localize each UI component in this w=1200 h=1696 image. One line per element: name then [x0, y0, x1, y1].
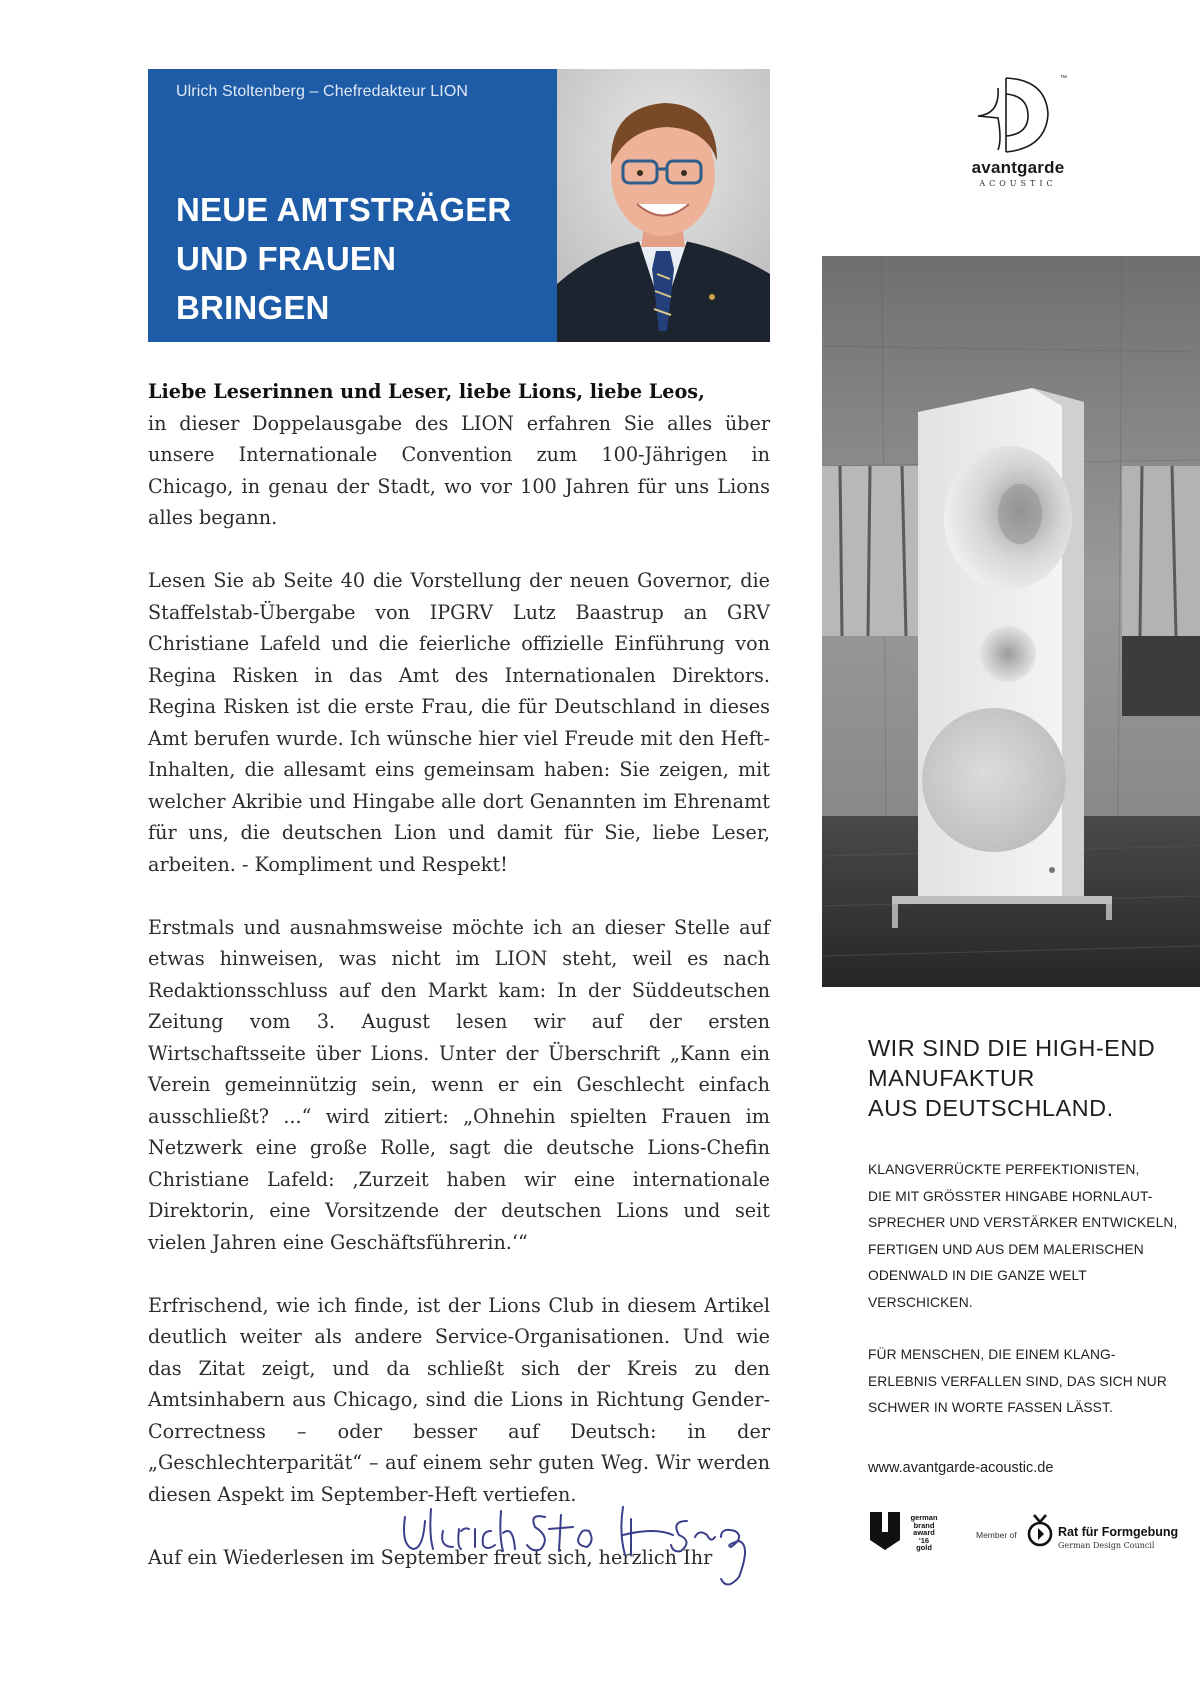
- advert-line: SPRECHER UND VERSTÄRKER ENTWICKELN,: [868, 1215, 1178, 1230]
- advert-line: FÜR MENSCHEN, DIE EINEM KLANG-: [868, 1347, 1116, 1362]
- speaker-product-photo: [822, 256, 1200, 987]
- advert-headline-line: MANUFAKTUR: [868, 1065, 1035, 1091]
- advert-line: SCHWER IN WORTE FASSEN LÄSST.: [868, 1400, 1113, 1415]
- council-name: Rat für Formgebung: [1058, 1525, 1179, 1539]
- advert-line: ODENWALD IN DIE GANZE WELT: [868, 1268, 1087, 1283]
- editorial-header: [148, 69, 770, 375]
- letter-paragraph-4: Erfrischend, wie ich finde, ist der Lions Club in diesem Artikel deutlich weiter als andere Service-Organisationen. Und wie das Zitat zeigt, und da schließt sich der Kreis zu den Amtsinhabern aus Chicago, sind die Lions in Richtung Gender-Correctness – oder besser auf Deutsch: in der „Geschlechterparität“ – auf einem sehr guten Weg. Wir werden diesen Aspekt im September-Heft vertiefen.: [148, 1293, 770, 1506]
- headline-line: LIONS IN SCHWUNG: [176, 338, 506, 375]
- award-line: award: [913, 1528, 935, 1537]
- avantgarde-logo: [948, 70, 1088, 192]
- advert-line: DIE MIT GRÖSSTER HINGABE HORNLAUT-: [868, 1188, 1153, 1204]
- award-line: '16: [918, 1535, 930, 1545]
- author-byline: Ulrich Stoltenberg – Chefredakteur LION: [176, 83, 469, 100]
- advert-headline: [868, 1033, 1188, 1123]
- editorial-letter: [148, 376, 770, 1573]
- header-banner: [148, 69, 557, 375]
- logo-brand-sub: ACOUSTIC: [979, 179, 1057, 188]
- award-line: german: [910, 1513, 938, 1522]
- award-line: gold: [916, 1543, 932, 1552]
- paragraph-text: in dieser Doppelausgabe des LION erfahren Sie alles über unsere Internationale Convention zum 100-Jährigen in Chicago, in genau der Stadt, wo vor 100 Jahren für uns Lions alles begann.: [148, 411, 770, 529]
- advert-line: FERTIGEN UND AUS DEM MALERISCHEN: [868, 1241, 1144, 1257]
- advert-website-link[interactable]: www.avantgarde-acoustic.de: [868, 1460, 1054, 1476]
- headline-line: UND FRAUEN BRINGEN: [176, 240, 397, 326]
- letter-paragraph-1: [148, 376, 770, 534]
- advert-badges: [868, 1508, 1188, 1552]
- headline-line: NEUE AMTSTRÄGER: [176, 191, 512, 228]
- award-line: brand: [913, 1520, 935, 1530]
- german-brand-award-label: [904, 1514, 944, 1552]
- logo-brand-name: avantgarde: [971, 158, 1065, 177]
- advert-body-1: [868, 1157, 1188, 1316]
- speaker-illustration: [822, 256, 1200, 987]
- letter-closing: Auf ein Wiederlesen im September freut sich, herzlich Ihr: [148, 1545, 713, 1569]
- german-brand-award-icon: [868, 1510, 902, 1550]
- rat-fuer-formgebung-icon: [1026, 1510, 1056, 1550]
- advert-line: ERLEBNIS VERFALLEN SIND, DAS SICH NUR: [868, 1373, 1167, 1389]
- advert-line: VERSCHICKEN.: [868, 1294, 973, 1310]
- advert-body-2: [868, 1342, 1188, 1422]
- advert-headline-line: WIR SIND DIE HIGH-END: [868, 1035, 1156, 1061]
- member-of-label: Member of: [976, 1530, 1017, 1540]
- salutation: Liebe Leserinnen und Leser, liebe Lions, liebe Leos,: [148, 380, 705, 403]
- editorial-headline: [176, 185, 557, 381]
- advert-headline-line: AUS DEUTSCHLAND.: [868, 1095, 1114, 1121]
- advert-copy: [868, 1033, 1188, 1422]
- portrait-illustration: [557, 69, 770, 342]
- trademark-mark: ™: [1060, 75, 1067, 82]
- author-portrait: [557, 69, 770, 342]
- letter-paragraph-3: Erstmals und ausnahmsweise möchte ich an dieser Stelle auf etwas hinweisen, was nicht im LION steht, weil es nach Redaktionsschluss auf den Markt kam: In der Süddeutschen Zeitung vom 3. August lesen wir auf der ersten Wirtschaftsseite über Lions. Unter der Überschrift „Kann ein Verein gemeinnützig sein, wenn er ein Geschlecht einfach ausschließt? ...“ wird zitiert: „Ohnehin spielten Frauen im Netzwerk eine große Rolle, sagt die deutsche Lions-Chefin Christiane Lafeld: ‚Zurzeit haben wir eine internationale Direktorin, eine Vorsitzende der deutschen Lions und seit vielen Jahren eine Geschäftsführerin.‘“: [148, 915, 770, 1254]
- handwritten-signature: [395, 1465, 775, 1595]
- council-subtitle: German Design Council: [1058, 1541, 1155, 1550]
- letter-paragraph-2: Lesen Sie ab Seite 40 die Vorstellung der neuen Governor, die Staffelstab-Übergabe von IPGRV Lutz Baastrup an GRV Christiane Lafeld und die feierliche offizielle Einführung von Regina Risken in das Amt des Internationalen Direktors. Regina Risken ist die erste Frau, die für Deutschland in dieses Amt berufen wurde. Ich wünsche hier viel Freude mit den Heft-Inhalten, die allesamt eins gemeinsam haben: Sie zeigen, mit welcher Akribie und Hingabe alle dort Genannten im Ehrenamt für uns, die deutschen Lion und damit für Sie, liebe Leser, arbeiten. - Kompliment und Respekt!: [148, 569, 770, 876]
- advert-line: KLANGVERRÜCKTE PERFEKTIONISTEN,: [868, 1162, 1140, 1177]
- horn-logo-icon: [948, 70, 1088, 158]
